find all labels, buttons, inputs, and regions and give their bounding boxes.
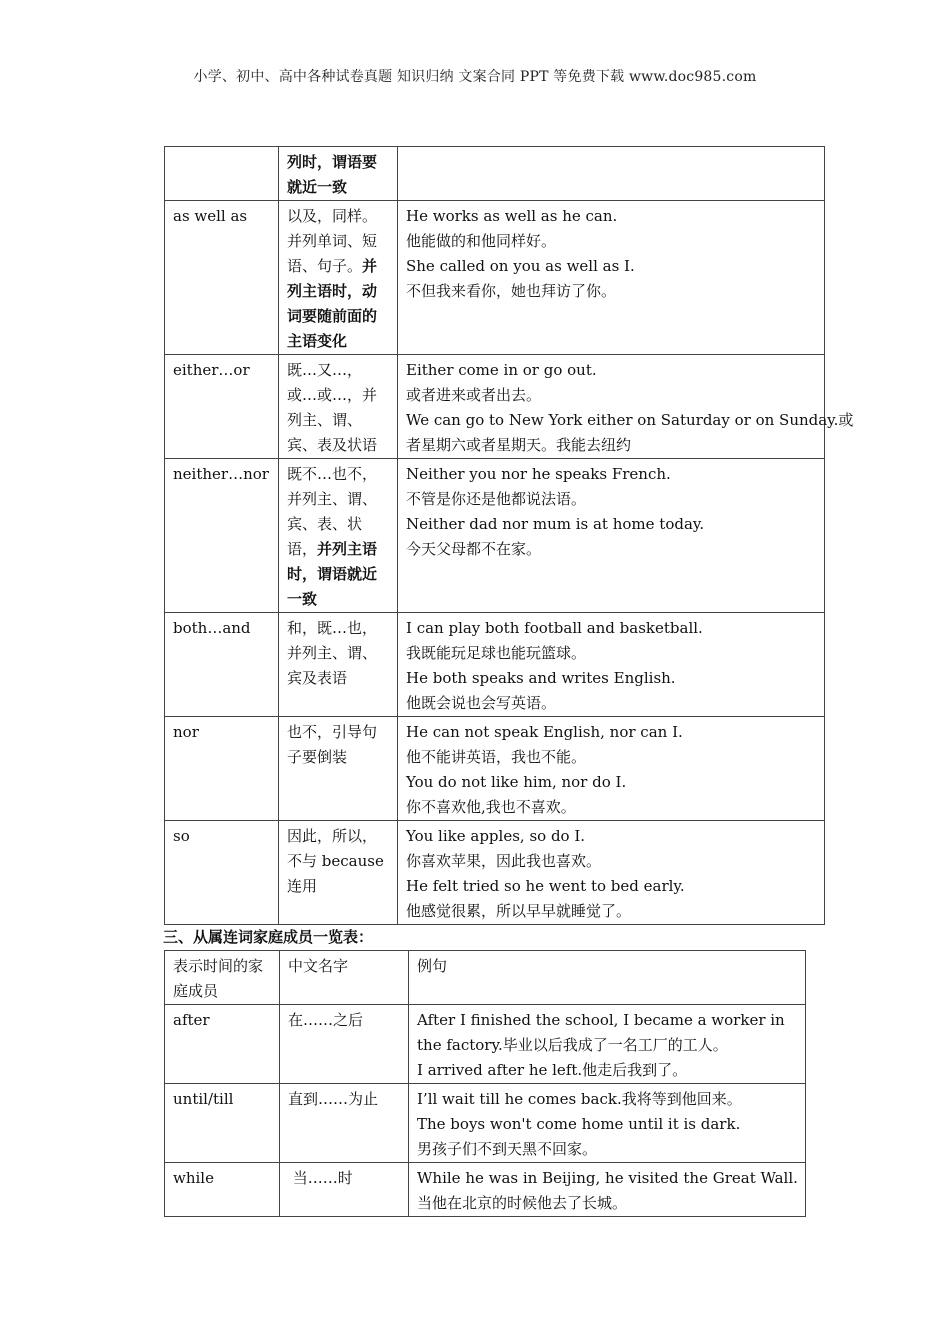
example-cell: He works as well as he can. 他能做的和他同样好。 She called on you as well as I. 不但我来看你，她也拜访了你。 [398,201,825,355]
table-row [165,1163,806,1217]
meaning-cell: 也不，引导句子要倒装 [279,717,398,821]
example-cell: I can play both football and basketball. 我既能玩足球也能玩篮球。 He both speaks and writes English. 他既会说也会写英语。 [398,613,825,717]
meaning-cell: 当……时 [280,1163,409,1217]
conjunction-cell: after [165,1005,280,1084]
coordinating-conjunctions-table [164,146,854,925]
page-header: 小学、初中、高中各种试卷真题 知识归纳 文案合同 PPT 等免费下载 www.doc985.com [193,69,757,85]
table-row [165,355,825,459]
table-row [165,201,825,355]
subordinating-conjunctions-table [164,950,806,1217]
table-row [165,1084,806,1163]
section-title: 三、从属连词家庭成员一览表： [163,928,374,946]
column-header: 表示时间的家庭成员 [165,951,280,1005]
conjunction-cell: so [165,821,279,925]
conjunction-cell: until/till [165,1084,280,1163]
example-cell: After I finished the school, I became a worker in the factory.毕业以后我成了一名工厂的工人。 I arrived after he left.他走后我到了。 [409,1005,806,1084]
example-cell: He can not speak English, nor can I. 他不能讲英语，我也不能。 You do not like him, nor do I. 你不喜欢他,我也不喜欢。 [398,717,825,821]
example-cell: While he was in Beijing, he visited the Great Wall. 当他在北京的时候他去了长城。 [409,1163,806,1217]
conjunction-cell: nor [165,717,279,821]
column-header: 例句 [409,951,806,1005]
meaning-cell: 列时，谓语要就近一致 [279,147,398,201]
example-cell: Neither you nor he speaks French. 不管是你还是他都说法语。 Neither dad nor mum is at home today. 今天父母都不在家。 [398,459,825,613]
example-cell: I’ll wait till he comes back.我将等到他回来。 The boys won't come home until it is dark. 男孩子们不到天黑不回家。 [409,1084,806,1163]
column-header: 中文名字 [280,951,409,1005]
conjunction-cell: neither…nor [165,459,279,613]
table-row [165,613,825,717]
conjunction-cell: both…and [165,613,279,717]
meaning-cell: 因此，所以，不与 because 连用 [279,821,398,925]
meaning-cell: 直到……为止 [280,1084,409,1163]
table-row [165,821,825,925]
example-cell: You like apples, so do I. 你喜欢苹果，因此我也喜欢。 He felt tried so he went to bed early. 他感觉很累，所以早早就睡觉了。 [398,821,825,925]
table-row [165,459,825,613]
table-row [165,717,825,821]
meaning-cell: 既不…也不，并列主、谓、宾、表、状语，并列主语时，谓语就近一致 [279,459,398,613]
table-row [165,1005,806,1084]
meaning-cell: 和，既…也，并列主、谓、宾及表语 [279,613,398,717]
meaning-cell: 以及，同样。并列单词、短语、句子。并列主语时，动词要随前面的主语变化 [279,201,398,355]
meaning-cell: 既…又…，或…或…，并列主、谓、宾、表及状语 [279,355,398,459]
conjunction-cell: as well as [165,201,279,355]
conjunction-cell: while [165,1163,280,1217]
meaning-cell: 在……之后 [280,1005,409,1084]
table-header-row [165,951,806,1005]
example-cell: Either come in or go out. 或者进来或者出去。 We can go to New York either on Saturday or on Sunday.或 者星期六或者星期天。我能去纽约 [398,355,825,459]
conjunction-cell: either…or [165,355,279,459]
table-row [165,147,825,201]
